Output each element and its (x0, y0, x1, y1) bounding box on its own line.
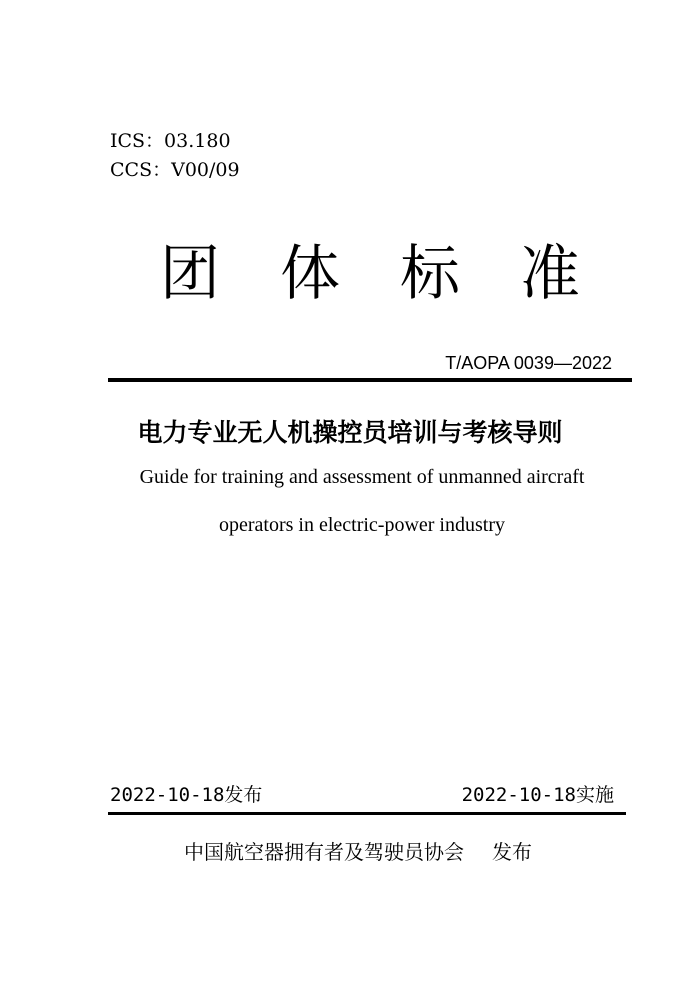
implement-date: 2022-10-18实施 (461, 784, 614, 806)
classification-codes (110, 127, 240, 185)
publisher-line (184, 836, 532, 865)
publisher-name: 中国航空器拥有者及驾驶员协会 (184, 840, 464, 864)
chinese-title: 电力专业无人机操控员培训与考核导则 (137, 418, 563, 447)
publisher-action: 发布 (492, 840, 532, 864)
title-char: 体 (280, 239, 340, 309)
ccs-code: CCS：V00/09 (110, 159, 240, 181)
english-title-line-2: operators in electric-power industry (218, 514, 505, 536)
english-title-line-1: Guide for training and assessment of unmanned aircraft (139, 466, 585, 488)
title-char: 标 (400, 239, 460, 309)
title-char: 团 (160, 239, 220, 309)
ics-code: ICS：03.180 (110, 130, 231, 152)
standard-number: T/AOPA 0039—2022 (445, 353, 612, 373)
document-type-title (160, 236, 580, 312)
publish-date: 2022-10-18发布 (110, 784, 263, 806)
bottom-divider (108, 812, 626, 815)
title-char: 准 (520, 239, 580, 309)
top-divider (108, 378, 632, 382)
